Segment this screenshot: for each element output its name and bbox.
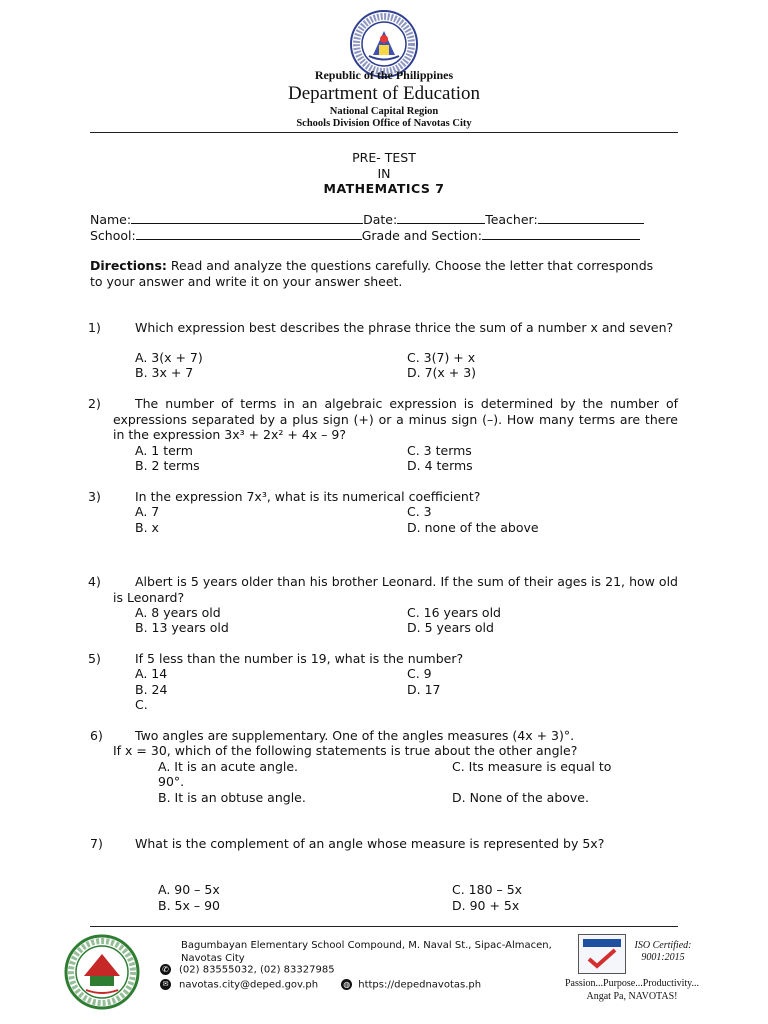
question-number: 5) — [88, 651, 101, 666]
question-text-2: If x = 30, which of the following statements is true about the other angle? — [113, 743, 578, 758]
question-number: 7) — [90, 836, 103, 851]
school-label: School: — [90, 228, 136, 243]
question-text: What is the complement of an angle whose measure is represented by 5x? — [135, 836, 605, 851]
teacher-input[interactable] — [538, 211, 644, 224]
option-c: C. 3 terms — [407, 443, 472, 458]
question-text: Albert is 5 years older than his brother Leonard. If the sum of their ages is 21, how old is Leonard? — [113, 574, 678, 605]
option-b: B. 24 — [135, 682, 168, 697]
tagline-line1: Passion...Purpose...Productivity... — [564, 978, 700, 989]
header-divider — [90, 132, 678, 133]
test-title-subject: MATHEMATICS 7 — [323, 181, 445, 196]
school-input[interactable] — [136, 227, 362, 240]
question-text: If 5 less than the number is 19, what is the number? — [135, 651, 464, 666]
question-text: In the expression 7x³, what is its numerical coefficient? — [135, 489, 481, 504]
question-number: 4) — [88, 574, 101, 589]
fields-row-1 — [90, 211, 644, 227]
option-d: D. none of the above — [407, 520, 539, 535]
option-d: D. 5 years old — [407, 620, 494, 635]
option-extra: C. — [135, 697, 148, 712]
option-a: A. 1 term — [135, 443, 193, 458]
iso-label: ISO Certified: — [634, 940, 692, 951]
test-title-line2: IN — [377, 166, 391, 181]
option-d: D. None of the above. — [452, 790, 589, 805]
iso-number: 9001:2015 — [641, 952, 685, 963]
division-line: Schools Division Office of Navotas City — [296, 118, 472, 129]
question-text: The number of terms in an algebraic expression is determined by the number of expressions separated by a plus sign (+) or a minus sign (–). How many terms are there in the expression 3x³ + 2x² + 4x – 9? — [113, 396, 678, 442]
option-b: B. 13 years old — [135, 620, 229, 635]
option-a: A. 7 — [135, 504, 160, 519]
option-d: D. 90 + 5x — [452, 898, 520, 913]
option-b: B. 5x – 90 — [158, 898, 220, 913]
region-line: National Capital Region — [329, 106, 439, 117]
question-text: Two angles are supplementary. One of the angles measures (4x + 3)°. — [135, 728, 575, 743]
option-c: C. 9 — [407, 666, 432, 681]
option-c-continued: 90°. — [158, 774, 185, 789]
option-b: B. 3x + 7 — [135, 365, 194, 380]
option-d: D. 17 — [407, 682, 441, 697]
option-d: D. 4 terms — [407, 458, 473, 473]
option-b: B. x — [135, 520, 159, 535]
footer-contact-row — [160, 979, 481, 991]
option-a: A. 90 – 5x — [158, 882, 220, 897]
name-input[interactable] — [131, 211, 363, 224]
republic-line: Republic of the Philippines — [314, 68, 454, 82]
option-a: A. 14 — [135, 666, 168, 681]
department-title: Department of Education — [287, 83, 481, 104]
teacher-label: Teacher: — [485, 212, 538, 227]
grade-section-label: Grade and Section: — [361, 228, 482, 243]
footer-email[interactable]: navotas.city@deped.gov.ph — [179, 979, 319, 991]
question-number: 3) — [88, 489, 101, 504]
option-a: A. 8 years old — [135, 605, 221, 620]
option-c: C. 3(7) + x — [407, 350, 476, 365]
footer-phone: (02) 83555032, (02) 83327985 — [179, 964, 335, 976]
iso-certification — [628, 940, 698, 964]
footer-address: Bagumbayan Elementary School Compound, M. Naval St., Sipac-Almacen, Navotas City — [181, 940, 552, 964]
phone-icon: ✆ — [160, 964, 171, 975]
option-c: C. Its measure is equal to — [452, 759, 612, 774]
option-a: A. 3(x + 7) — [135, 350, 203, 365]
question-number: 1) — [88, 320, 101, 335]
option-b: B. 2 terms — [135, 458, 200, 473]
question-text: Which expression best describes the phrase thrice the sum of a number x and seven? — [135, 320, 674, 335]
grade-section-input[interactable] — [482, 227, 640, 240]
question-number: 6) — [90, 728, 103, 743]
test-title-line1: PRE- TEST — [352, 150, 416, 165]
directions — [90, 258, 668, 289]
option-b: B. It is an obtuse angle. — [158, 790, 306, 805]
option-c: C. 3 — [407, 504, 432, 519]
option-c: C. 16 years old — [407, 605, 501, 620]
question-number: 2) — [88, 396, 101, 411]
footer-phone-row — [160, 964, 335, 976]
option-a: A. It is an acute angle. — [158, 759, 299, 774]
date-input[interactable] — [397, 211, 485, 224]
option-d: D. 7(x + 3) — [407, 365, 477, 380]
tagline-line2: Angat Pa, NAVOTAS! — [586, 991, 678, 1002]
option-c: C. 180 – 5x — [452, 882, 523, 897]
iso-badge — [578, 934, 626, 974]
footer-website[interactable]: https://depednavotas.ph — [358, 979, 482, 991]
name-label: Name: — [90, 212, 132, 227]
date-label: Date: — [363, 212, 398, 227]
footer-divider — [90, 926, 678, 927]
directions-text: Read and analyze the questions carefully. Choose the letter that corresponds to your answer and write it on your answer sheet. — [90, 258, 654, 289]
directions-label: Directions: — [90, 258, 167, 273]
footer-tagline — [552, 977, 712, 1003]
fields-row-2 — [90, 227, 640, 243]
division-logo — [64, 934, 140, 1010]
globe-icon: ◍ — [341, 979, 352, 990]
email-icon: ✉ — [160, 979, 171, 990]
